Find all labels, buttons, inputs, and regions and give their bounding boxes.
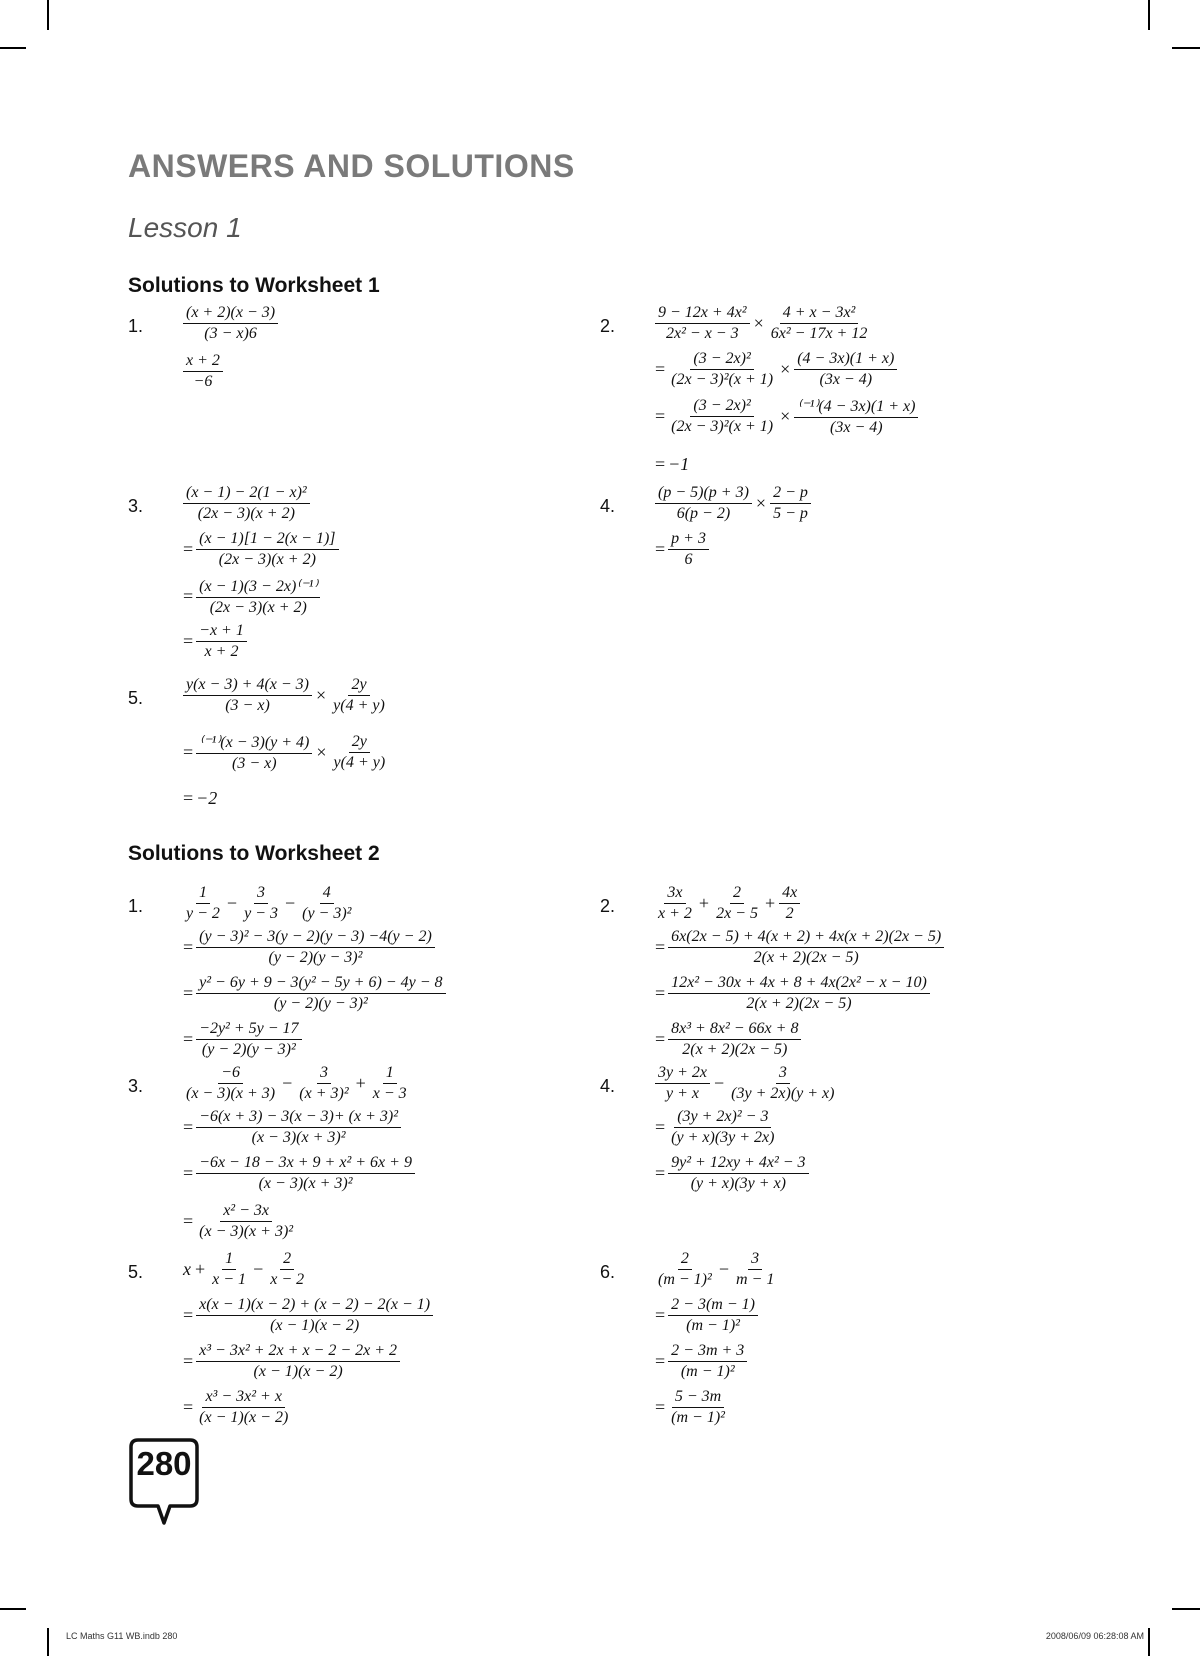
equals-sign: =: [655, 359, 666, 379]
numerator: x + 2: [183, 352, 223, 372]
fraction: [183, 1064, 278, 1103]
equals-sign: =: [655, 539, 666, 559]
solution-line: [655, 350, 897, 389]
solution-line: [655, 974, 930, 1013]
denominator: x + 2: [658, 905, 692, 922]
fraction-cancelled: [331, 733, 389, 772]
numerator: 2 − p: [770, 484, 811, 504]
solution-line: [183, 352, 223, 391]
denominator: x + 2: [204, 643, 239, 660]
denominator: 5 − p: [773, 505, 808, 522]
fraction: [196, 1388, 291, 1427]
numerator: −6(x + 3) − 3(x − 3)+ (x + 3)²: [196, 1108, 401, 1128]
numerator: 2y: [349, 733, 370, 753]
fraction: [668, 1108, 777, 1147]
question-number: 3.: [128, 496, 144, 516]
denominator: (y + x)(3y + 2x): [671, 1129, 775, 1146]
denominator: (x − 1)(x − 2): [253, 1363, 343, 1380]
fraction: [183, 304, 278, 343]
fraction: [196, 530, 338, 569]
times-sign: ×: [755, 493, 767, 513]
numerator: 9 − 12x + 4x²: [655, 304, 750, 324]
denominator: y − 2: [186, 905, 220, 922]
denominator: −6: [193, 373, 213, 390]
solution-line: [183, 1250, 307, 1289]
plus-sign: +: [698, 893, 710, 913]
numerator: (y − 3)² − 3(y − 2)(y − 3) −4(y − 2): [196, 928, 435, 948]
solution-line: [183, 788, 217, 809]
fraction: [299, 884, 354, 923]
crop-mark: [1172, 1608, 1200, 1610]
denominator: (y + x)(3y + x): [690, 1175, 786, 1192]
fraction: [196, 1342, 400, 1381]
equals-sign: =: [655, 937, 666, 957]
solution-line: [655, 928, 944, 967]
crop-mark: [0, 47, 26, 49]
solution-line: [655, 454, 689, 475]
denominator: 2x − 5: [716, 905, 758, 922]
denominator: y(4 + y): [333, 754, 386, 771]
denominator: (x − 1)(x − 2): [199, 1409, 289, 1426]
lesson-title: Lesson 1: [128, 212, 242, 243]
numerator: 3x: [664, 884, 685, 904]
denominator: m − 1: [735, 1271, 775, 1288]
fraction-cancelled: [668, 397, 776, 436]
fraction: [196, 974, 445, 1013]
numerator: p + 3: [668, 530, 709, 550]
equals-sign: =: [183, 586, 194, 606]
term: x: [183, 1259, 191, 1279]
plus-sign: +: [764, 893, 776, 913]
numerator: (x + 2)(x − 3): [183, 304, 278, 324]
numerator: 2: [280, 1250, 294, 1270]
numerator: x³ − 3x² + x: [202, 1388, 285, 1408]
numerator: 3y + 2x: [655, 1064, 710, 1084]
fraction: [196, 1202, 296, 1241]
numerator: x² − 3x: [220, 1202, 272, 1222]
fraction: [713, 884, 761, 923]
numerator: (3 − 2x)²: [690, 397, 753, 417]
numerator: 1: [196, 884, 210, 904]
numerator: 12x² − 30x + 4x + 8 + 4x(2x² − x − 10): [668, 974, 930, 994]
denominator: (x − 3)(x + 3)²: [251, 1129, 346, 1146]
numerator: 2 − 3m + 3: [668, 1342, 747, 1362]
denominator: (2x − 3)(x + 2): [209, 599, 307, 616]
crop-mark: [1172, 47, 1200, 49]
denominator: (x + 3)²: [299, 1085, 349, 1102]
numerator: (x − 1) − 2(1 − x)²: [183, 484, 310, 504]
numerator: (3 − 2x)²: [690, 350, 753, 370]
equals-sign: =: [183, 631, 194, 651]
result: −2: [196, 788, 218, 808]
fraction: [183, 884, 223, 923]
solution-line: [655, 1250, 777, 1289]
denominator: 2x² − x − 3: [666, 325, 739, 342]
question-number: 5.: [128, 688, 144, 708]
denominator: 2(x + 2)(2x − 5): [682, 1041, 788, 1058]
denominator: (2x − 3)²(x + 1): [671, 371, 774, 388]
solution-line: [183, 1020, 302, 1059]
denominator: x − 3: [372, 1085, 407, 1102]
fraction-cancelled: [794, 396, 918, 437]
numerator: ⁽⁻¹⁾(4 − 3x)(1 + x): [794, 396, 918, 418]
denominator: (3 − x): [225, 697, 270, 714]
worksheet-1-heading: Solutions to Worksheet 1: [128, 274, 380, 297]
equals-sign: =: [655, 1397, 666, 1417]
minus-sign: −: [714, 1073, 725, 1093]
numerator: x³ − 3x² + 2x + x − 2 − 2x + 2: [196, 1342, 400, 1362]
solution-line: [183, 732, 388, 773]
denominator: (y − 2)(y − 3)²: [273, 995, 368, 1012]
fraction: [196, 622, 247, 661]
denominator: (3y + 2x)(y + x): [731, 1085, 835, 1102]
question-number: 3.: [128, 1076, 144, 1096]
times-sign: ×: [780, 359, 791, 379]
equals-sign: =: [183, 1305, 194, 1325]
solution-line: [183, 1108, 401, 1147]
solution-line: [655, 530, 709, 569]
fraction: [733, 1250, 777, 1289]
numerator: (4 − 3x)(1 + x): [794, 350, 897, 370]
fraction: [655, 884, 695, 923]
denominator: (x − 3)(x + 3): [186, 1085, 276, 1102]
denominator: 2(x + 2)(2x − 5): [753, 949, 859, 966]
solution-line: [183, 1296, 433, 1335]
equals-sign: =: [655, 1163, 666, 1183]
fraction: [668, 974, 930, 1013]
fraction: [655, 1064, 710, 1103]
solution-line: [183, 884, 354, 923]
solution-line: [183, 304, 278, 343]
question-number: 4.: [600, 496, 616, 516]
solution-line: [183, 1154, 415, 1193]
denominator: (m − 1)²: [671, 1409, 725, 1426]
times-sign: ×: [753, 313, 764, 333]
fraction: [183, 676, 312, 715]
solution-line: [655, 1342, 747, 1381]
solution-line: [655, 1064, 837, 1103]
solution-line: [655, 1020, 801, 1059]
minus-sign: −: [284, 893, 296, 913]
numerator: 3: [748, 1250, 762, 1270]
plus-sign: +: [355, 1073, 366, 1093]
fraction: [296, 1064, 351, 1103]
solution-line: [183, 1388, 291, 1427]
page-number: 280: [136, 1445, 192, 1482]
fraction: [668, 1388, 728, 1427]
fraction: [668, 1020, 801, 1059]
denominator: y(4 + y): [333, 697, 385, 714]
solution-line: [183, 1202, 296, 1241]
solution-line: [655, 1388, 728, 1427]
numerator: −2y² + 5y − 17: [196, 1020, 301, 1040]
equals-sign: =: [183, 539, 194, 559]
equals-sign: =: [183, 983, 194, 1003]
denominator: 2(x + 2)(2x − 5): [746, 995, 852, 1012]
solution-line: [183, 676, 388, 715]
fraction: [196, 1108, 401, 1147]
solution-line: [183, 1342, 400, 1381]
denominator: (m − 1)²: [658, 1271, 712, 1288]
numerator: 3: [776, 1064, 790, 1084]
fraction: [655, 304, 750, 343]
equals-sign: =: [655, 983, 666, 1003]
question-number: 2.: [600, 896, 616, 916]
crop-mark: [0, 1608, 26, 1610]
times-sign: ×: [316, 742, 327, 762]
fraction: [770, 484, 811, 523]
fraction: [183, 484, 310, 523]
fraction: [655, 484, 752, 523]
question-number: 4.: [600, 1076, 616, 1096]
equals-sign: =: [655, 406, 666, 426]
numerator: 2 − 3(m − 1): [668, 1296, 758, 1316]
solution-line: [655, 484, 811, 523]
denominator: 6: [684, 551, 693, 568]
numerator: 8x³ + 8x² − 66x + 8: [668, 1020, 801, 1040]
denominator: 2: [785, 905, 794, 922]
equals-sign: =: [183, 937, 194, 957]
minus-sign: −: [253, 1259, 264, 1279]
numerator: 4: [320, 884, 334, 904]
fraction: [209, 1250, 249, 1289]
denominator: (3x − 4): [819, 371, 873, 388]
numerator: 2: [730, 884, 744, 904]
denominator: (x − 1)(x − 2): [270, 1317, 360, 1334]
numerator: (x − 1)[1 − 2(x − 1)]: [196, 530, 338, 550]
crop-mark: [1148, 1628, 1150, 1656]
solution-line: [183, 530, 339, 569]
equals-sign: =: [655, 454, 666, 474]
fraction: [728, 1064, 837, 1103]
numerator: y² − 6y + 9 − 3(y² − 5y + 6) − 4y − 8: [196, 974, 445, 994]
denominator: (y − 2)(y − 3)²: [268, 949, 363, 966]
solution-line: [183, 576, 320, 617]
equals-sign: =: [183, 1029, 194, 1049]
denominator: 6x² − 17x + 12: [770, 325, 868, 342]
denominator: y − 3: [244, 905, 278, 922]
numerator: 3: [254, 884, 268, 904]
fraction: [196, 928, 435, 967]
equals-sign: =: [183, 1397, 194, 1417]
fraction: [668, 530, 709, 569]
minus-sign: −: [226, 893, 238, 913]
solution-line: [183, 928, 435, 967]
denominator: (2x − 3)²(x + 1): [671, 418, 774, 435]
fraction: [668, 1154, 808, 1193]
denominator: (2x − 3)(x + 2): [197, 505, 295, 522]
fraction-cancelled: [196, 732, 312, 773]
numerator: x(x − 1)(x − 2) + (x − 2) − 2(x − 1): [196, 1296, 433, 1316]
equals-sign: =: [655, 1029, 666, 1049]
equals-sign: =: [655, 1117, 666, 1137]
numerator: y(x − 3) + 4(x − 3): [183, 676, 312, 696]
denominator: x − 1: [212, 1271, 247, 1288]
numerator: 2: [678, 1250, 692, 1270]
denominator: (m − 1)²: [686, 1317, 740, 1334]
denominator: (3 − x): [231, 755, 277, 772]
fraction: [370, 1064, 410, 1103]
result: −1: [668, 454, 690, 474]
fraction: [768, 304, 871, 343]
solution-line: [183, 622, 247, 661]
fraction: [655, 1250, 715, 1289]
denominator: (x − 3)(x + 3)²: [258, 1175, 353, 1192]
denominator: (y − 2)(y − 3)²: [201, 1041, 296, 1058]
footer-right: 2008/06/09 06:28:08 AM: [1045, 1631, 1144, 1641]
solution-line: [655, 304, 870, 343]
numerator: 5 − 3m: [672, 1388, 724, 1408]
fraction: [196, 1020, 301, 1059]
numerator: 2y: [348, 676, 369, 696]
numerator: 3: [317, 1064, 331, 1084]
fraction: [779, 884, 800, 923]
numerator: 6x(2x − 5) + 4(x + 2) + 4x(x + 2)(2x − 5): [668, 928, 944, 948]
equals-sign: =: [183, 788, 194, 808]
crop-mark: [47, 1628, 49, 1656]
solution-line: [183, 1064, 410, 1103]
numerator: ⁽⁻¹⁾(x − 3)(y + 4): [196, 732, 312, 754]
denominator: (x − 3)(x + 3)²: [199, 1223, 294, 1240]
question-number: 5.: [128, 1262, 144, 1282]
fraction-cancelled: [196, 576, 320, 617]
page-number-badge: [128, 1437, 200, 1529]
numerator: (3y + 2x)² − 3: [674, 1108, 771, 1128]
solution-line: [183, 974, 446, 1013]
fraction: [267, 1250, 307, 1289]
denominator: x − 2: [270, 1271, 305, 1288]
minus-sign: −: [718, 1259, 729, 1279]
question-number: 2.: [600, 316, 616, 336]
question-number: 6.: [600, 1262, 616, 1282]
page-title: ANSWERS AND SOLUTIONS: [128, 148, 575, 184]
denominator: y + x: [666, 1085, 699, 1102]
numerator: −6x − 18 − 3x + 9 + x² + 6x + 9: [196, 1154, 415, 1174]
numerator: 4 + x − 3x²: [780, 304, 859, 324]
equals-sign: =: [655, 1305, 666, 1325]
plus-sign: +: [195, 1259, 206, 1279]
worksheet-2-heading: Solutions to Worksheet 2: [128, 842, 380, 865]
times-sign: ×: [316, 685, 327, 705]
equals-sign: =: [183, 742, 194, 762]
equals-sign: =: [183, 1351, 194, 1371]
crop-mark: [47, 0, 49, 30]
solution-line: [655, 396, 918, 437]
denominator: 6(p − 2): [676, 505, 731, 522]
fraction: [668, 1296, 758, 1335]
numerator: 1: [222, 1250, 236, 1270]
equals-sign: =: [183, 1163, 194, 1183]
fraction: [330, 676, 388, 715]
numerator: (x − 1)(3 − 2x)⁽⁻¹⁾: [196, 576, 320, 598]
numerator: −x + 1: [196, 622, 247, 642]
numerator: −6: [218, 1064, 243, 1084]
denominator: (m − 1)²: [680, 1363, 735, 1380]
solution-line: [655, 1154, 809, 1193]
solution-line: [655, 1296, 758, 1335]
fraction: [196, 1296, 433, 1335]
fraction: [668, 928, 944, 967]
denominator: (3 − x)6: [204, 325, 257, 342]
footer-left: LC Maths G11 WB.indb 280: [66, 1631, 178, 1641]
equals-sign: =: [183, 1117, 194, 1137]
numerator: 9y² + 12xy + 4x² − 3: [668, 1154, 808, 1174]
numerator: (p − 5)(p + 3): [655, 484, 752, 504]
minus-sign: −: [282, 1073, 293, 1093]
equals-sign: =: [183, 1211, 194, 1231]
solution-line: [655, 1108, 777, 1147]
solution-line: [655, 884, 800, 923]
numerator: 1: [383, 1064, 397, 1084]
question-number: 1.: [128, 896, 144, 916]
fraction: [196, 1154, 415, 1193]
denominator: (3x − 4): [830, 419, 883, 436]
crop-mark: [1148, 0, 1150, 30]
equals-sign: =: [655, 1351, 666, 1371]
times-sign: ×: [780, 406, 791, 426]
fraction: [794, 350, 897, 389]
solution-line: [183, 484, 310, 523]
denominator: (y − 3)²: [302, 905, 352, 922]
fraction: [668, 1342, 747, 1381]
fraction: [241, 884, 281, 923]
denominator: (2x − 3)(x + 2): [218, 551, 316, 568]
question-number: 1.: [128, 316, 144, 336]
numerator: 4x: [779, 884, 800, 904]
fraction: [668, 350, 776, 389]
fraction: [183, 352, 223, 391]
